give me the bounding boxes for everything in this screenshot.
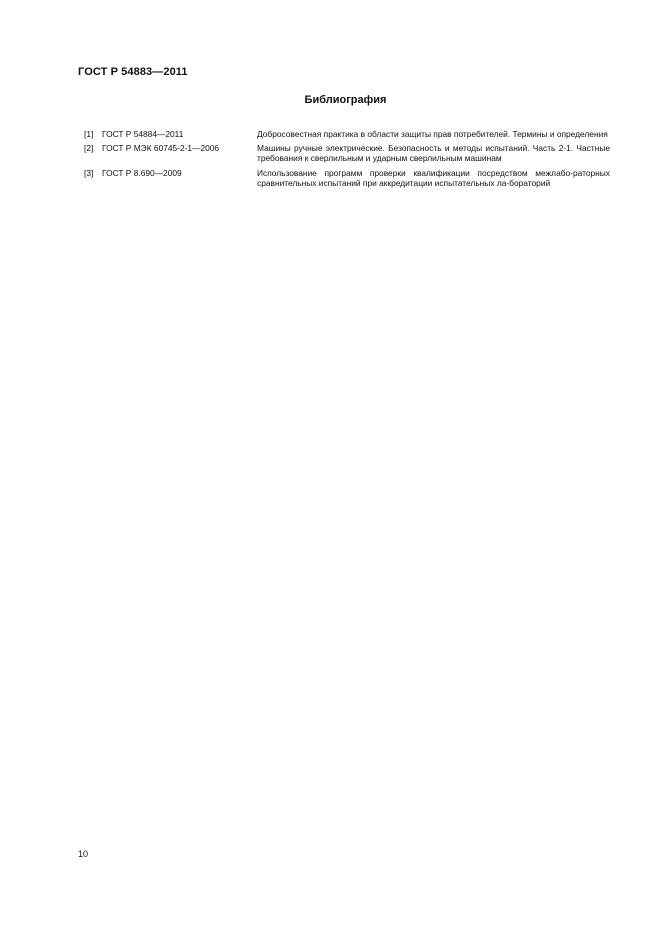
entry-number: [2]: [84, 143, 94, 154]
entry-reference: ГОСТ Р 54884—2011: [102, 129, 184, 139]
bibliography-entry: [84, 129, 610, 139]
entry-number: [1]: [84, 129, 94, 139]
entry-reference: ГОСТ Р 8.690—2009: [102, 167, 182, 178]
bibliography-title: Библиография: [304, 94, 387, 106]
document-code-header: ГОСТ Р 54883—2011: [78, 66, 188, 78]
page-number: 10: [78, 849, 89, 859]
entry-reference: ГОСТ Р МЭК 60745-2-1—2006: [102, 143, 220, 154]
bibliography-entry: [84, 168, 610, 188]
entry-title: Использование программ проверки квалификации посредством межлабо-раторных сравнительных испытаний при аккредитации испытательных ла-бораторий: [257, 167, 610, 188]
bibliography-list: [84, 129, 610, 188]
entry-title: Машины ручные электрические. Безопасность и методы испытаний. Часть 2-1. Частные требования к сверлильным и ударным сверлильным машинам: [257, 143, 610, 164]
bibliography-entry: [84, 143, 610, 163]
entry-title: Добросовестная практика в области защиты прав потребителей. Термины и определения: [257, 129, 608, 139]
entry-number: [3]: [84, 167, 94, 178]
